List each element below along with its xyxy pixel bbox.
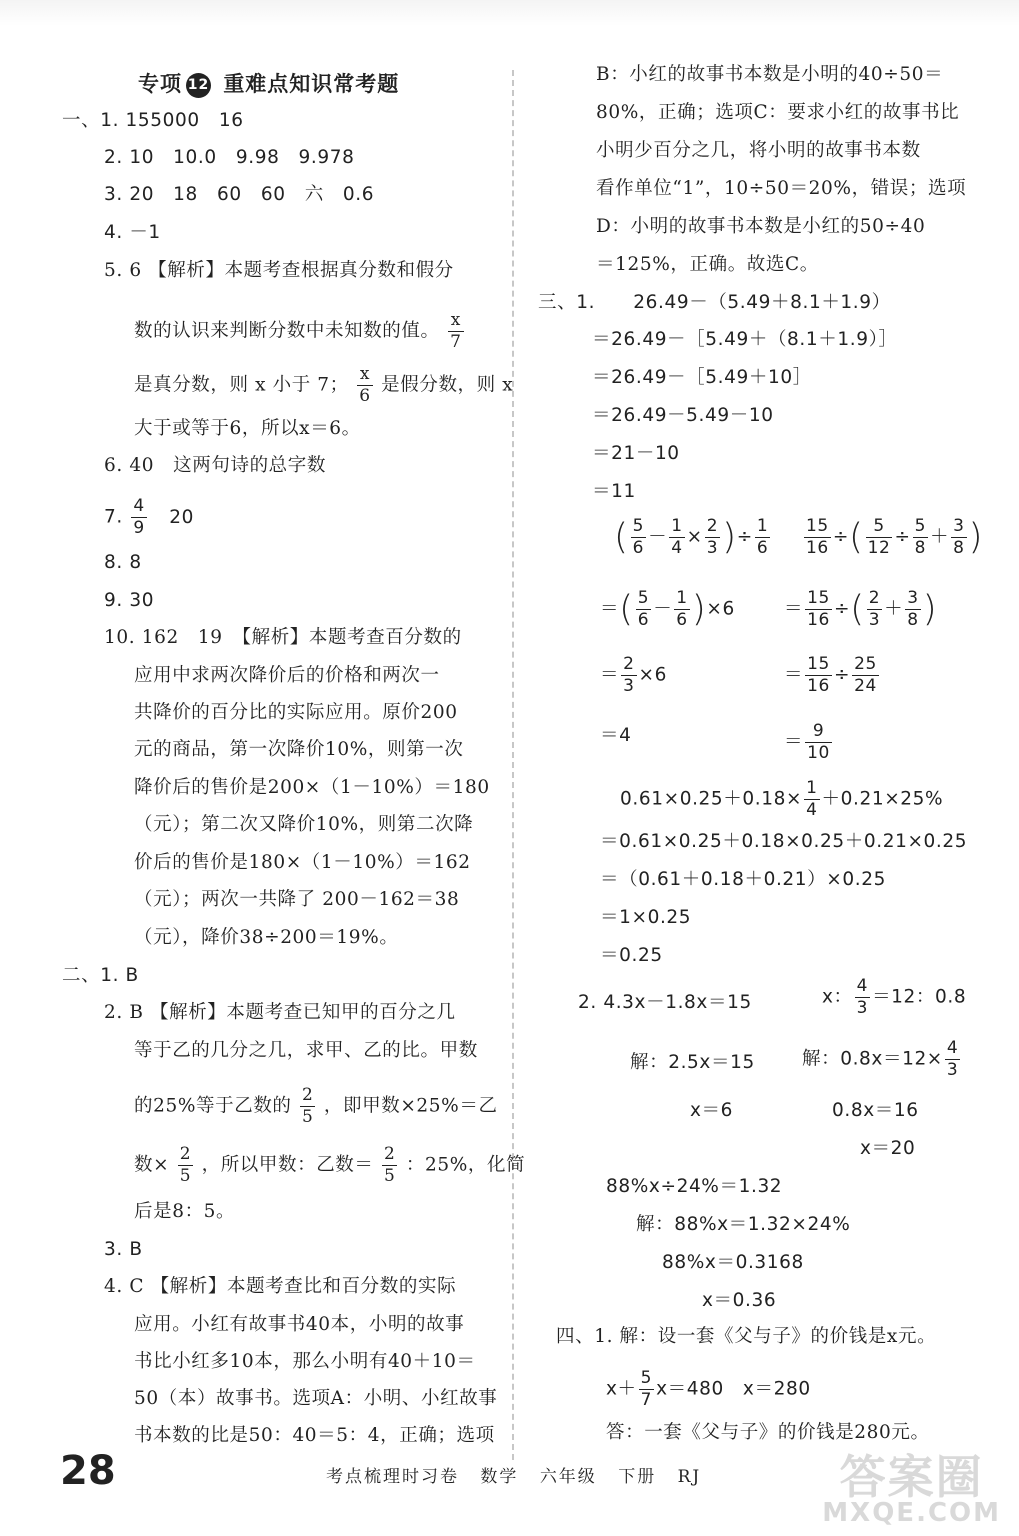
denominator: 5: [383, 1166, 396, 1186]
op: ÷: [736, 526, 753, 548]
op: ＝: [600, 598, 620, 620]
denominator: 4: [806, 800, 818, 820]
value: 20: [169, 506, 194, 528]
op: －: [653, 598, 673, 620]
answer-2-4-line7: 80%，正确；选项C：要求小红的故事书比: [596, 102, 960, 123]
answer-1-10-line8: （元）；两次一共降了 200－162＝38: [134, 889, 460, 910]
numerator: 5: [632, 516, 645, 536]
fraction-x-6: [357, 366, 372, 405]
answer-4-1-line2: [606, 1370, 811, 1409]
calc-b-line4: ＝4: [600, 725, 632, 746]
answer-1-5-line3: [134, 366, 513, 405]
equation-2-a-line1: 2. 4.3x－1.8x＝15: [578, 992, 752, 1013]
numerator: 2: [623, 654, 635, 674]
op: ＝: [600, 664, 620, 686]
fraction-9-10: [805, 723, 832, 762]
op: ＋: [929, 526, 950, 548]
op: ＝: [784, 664, 804, 686]
numerator: 15: [806, 516, 829, 536]
fraction-5-6: [631, 518, 646, 557]
numerator: 1: [806, 778, 818, 798]
footer-book: 考点梳理时习卷: [326, 1467, 459, 1487]
fraction-4-3: [855, 978, 870, 1017]
answer-4-1-line3: 答：一套《父与子》的价钱是280元。: [606, 1422, 930, 1443]
answer-1-5-line2: [134, 312, 466, 351]
equation-2-b-line3: 0.8x＝16: [832, 1100, 919, 1121]
title-text: 重难点知识常考题: [223, 72, 400, 96]
text: 数的认识来判断分数中未知数的值。: [134, 320, 440, 342]
calc-d-line5: ＝0.25: [600, 945, 663, 966]
op: －: [648, 526, 668, 548]
numerator: 3: [907, 588, 919, 608]
calc-c-line4: [784, 723, 834, 762]
denominator: 3: [706, 538, 719, 558]
answer-1-10-line9: （元），降价38÷200＝19%。: [134, 927, 399, 948]
fraction-2-3: [867, 590, 882, 629]
denominator: 3: [856, 998, 869, 1018]
denominator: 10: [807, 743, 830, 763]
page-number: 28: [60, 1448, 116, 1494]
watermark-logo: [822, 1450, 1001, 1528]
fraction-15-16: [804, 518, 831, 557]
numerator: 9: [805, 723, 832, 743]
calc-c-line3: [784, 656, 881, 695]
fraction-15-16: [805, 590, 832, 629]
text-a: x：: [822, 986, 853, 1008]
op: ×6: [638, 664, 668, 686]
op: ＝: [784, 731, 804, 753]
op: ÷: [894, 526, 911, 548]
calc-d-line4: ＝1×0.25: [600, 907, 692, 928]
numerator: 1: [671, 516, 683, 536]
denominator: 9: [133, 518, 145, 538]
fraction-2-5: [300, 1087, 315, 1126]
close-paren: ): [691, 588, 707, 630]
fraction-25-24: [852, 656, 879, 695]
denominator: 16: [807, 676, 830, 696]
calc-c-line2: [784, 590, 937, 629]
answer-1-1: 一、1. 155000 16: [62, 110, 244, 131]
answer-2-4-line1: 4. C 【解析】本题考查比和百分数的实际: [104, 1276, 457, 1297]
answer-1-8: 8. 8: [104, 552, 142, 573]
answer-1-2: 2. 10 10.0 9.98 9.978: [104, 147, 355, 168]
close-paren: ): [922, 588, 938, 630]
open-paren: (: [614, 516, 629, 558]
numerator: 4: [856, 976, 869, 996]
answer-1-4: 4. －1: [104, 222, 161, 243]
op: ×6: [706, 598, 735, 620]
denominator: 6: [632, 538, 645, 558]
answer-2-3: 3. B: [104, 1239, 143, 1260]
numerator: 5: [914, 516, 926, 536]
equation-2-c-line4: x＝0.36: [702, 1290, 777, 1311]
denominator: 5: [179, 1166, 192, 1186]
fraction-5-6: [636, 590, 651, 629]
denominator: 3: [868, 610, 881, 630]
op: ＝: [784, 598, 804, 620]
text-b: ＝12：0.8: [872, 986, 967, 1008]
calc-c-line1: [802, 518, 983, 557]
numerator: 1: [756, 516, 769, 536]
open-paren: (: [619, 588, 634, 630]
denominator: 6: [676, 610, 688, 630]
label: 7.: [104, 506, 123, 528]
close-paren: ): [722, 516, 737, 558]
numerator: 2: [868, 588, 881, 608]
answer-2-2-line5: 后是8：5。: [134, 1201, 236, 1222]
fraction-2-3: [705, 518, 720, 557]
equation-2-c-line3: 88%x＝0.3168: [662, 1252, 804, 1273]
text-a: 的25%等于乙数的: [134, 1095, 292, 1117]
text-a: 数×: [134, 1154, 170, 1176]
op: ×: [686, 526, 703, 548]
fraction-15-16: [805, 656, 832, 695]
equation-2-a-line3: x＝6: [690, 1100, 734, 1121]
answer-1-5-line4: 大于或等于6，所以x＝6。: [134, 418, 361, 439]
denominator: 8: [914, 538, 926, 558]
op: ÷: [833, 598, 851, 620]
answer-2-2-line3: [134, 1087, 498, 1126]
answer-2-4-line2: 应用。小红有故事书40本，小明的故事: [134, 1314, 465, 1335]
right-column: [514, 0, 1019, 1536]
calc-d-line3: ＝（0.61＋0.18＋0.21）×0.25: [600, 869, 886, 890]
text: 解：0.8x＝12×: [802, 1048, 943, 1070]
text-a: 是真分数，则 x 小于 7；: [134, 374, 349, 396]
denominator: 8: [907, 610, 919, 630]
calc-3-1-line2: ＝26.49－［5.49＋（8.1＋1.9）］: [592, 329, 898, 350]
calc-3-1-line6: ＝11: [592, 481, 636, 502]
fraction-1-6: [674, 590, 689, 629]
op: ÷: [832, 526, 849, 548]
fraction-3-8: [951, 518, 966, 557]
open-paren: (: [850, 588, 865, 630]
numerator: 1: [676, 588, 688, 608]
numerator: 5: [866, 518, 893, 538]
numerator: 2: [302, 1085, 314, 1105]
numerator: x: [357, 366, 372, 386]
denominator: 16: [806, 538, 829, 558]
fraction-5-8: [913, 518, 928, 557]
fraction-5-12: [866, 518, 893, 557]
denominator: 8: [953, 538, 965, 558]
equation-2-b-line4: x＝20: [860, 1138, 916, 1159]
denominator: 6: [359, 386, 371, 406]
text-a: 0.61×0.25＋0.18×: [620, 788, 803, 810]
calc-b-line2: [600, 590, 735, 629]
text-b: ＋0.21×25%: [821, 788, 944, 810]
answer-1-3: 3. 20 18 60 60 六 0.6: [104, 184, 375, 205]
answer-2-4-line4: 50（本）故事书。选项A：小明、小红故事: [134, 1388, 498, 1409]
answer-2-4-line6: B：小红的故事书本数是小明的40÷50＝: [596, 64, 944, 85]
answer-2-1: 二、1. B: [62, 965, 139, 986]
text-c: ：25%，化简: [405, 1154, 526, 1176]
answer-1-10-line4: 元的商品，第一次降价10%，则第一次: [134, 739, 464, 760]
answer-2-2-line4: [134, 1146, 525, 1185]
denominator: 3: [946, 1060, 959, 1080]
numerator: 3: [953, 516, 965, 536]
answer-1-10-line2: 应用中求两次降价后的价格和两次一: [134, 665, 440, 686]
numerator: 15: [807, 588, 830, 608]
fraction-1-4: [804, 780, 819, 819]
denominator: 7: [640, 1390, 653, 1410]
open-paren: (: [848, 516, 864, 558]
calc-3-1-line5: ＝21－10: [592, 443, 680, 464]
calc-3-1-line1: 三、1. 26.49－（5.49＋8.1＋1.9）: [538, 292, 891, 313]
numerator: 2: [179, 1144, 192, 1164]
answer-1-10-line6: （元）；第二次又降价10%，则第二次降: [134, 814, 474, 835]
denominator: 6: [637, 610, 650, 630]
denominator: 6: [756, 538, 769, 558]
answer-2-4-line10: D：小明的故事书本数是小红的50÷40: [596, 216, 926, 237]
answer-1-5-line1: 5. 6 【解析】本题考查根据真分数和假分: [104, 260, 454, 281]
text-b: x＝480 x＝280: [656, 1378, 811, 1400]
close-paren: ): [968, 516, 984, 558]
calc-b-line1: [614, 518, 772, 557]
answer-1-10-line3: 共降价的百分比的实际应用。原价200: [134, 702, 458, 723]
fraction-3-8: [905, 590, 920, 629]
op: ÷: [833, 664, 851, 686]
fraction-2-3: [621, 656, 636, 695]
denominator: 4: [671, 538, 683, 558]
text-b: ，所以甲数：乙数＝: [201, 1154, 374, 1176]
numerator: 2: [706, 516, 719, 536]
footer-grade: 六年级: [539, 1467, 597, 1487]
calc-d-line2: ＝0.61×0.25＋0.18×0.25＋0.21×0.25: [600, 831, 968, 852]
numerator: 4: [946, 1038, 959, 1058]
answer-2-2-line2: 等于乙的几分之几，求甲、乙的比。甲数: [134, 1040, 478, 1061]
fraction-4-3: [945, 1040, 960, 1079]
answer-1-10-line1: 10. 162 19 【解析】本题考查百分数的: [104, 627, 462, 648]
calc-d-line1: [620, 780, 943, 819]
equation-2-b-line2: [802, 1040, 962, 1079]
calc-3-1-line3: ＝26.49－［5.49＋10］: [592, 367, 812, 388]
text-b: 是假分数，则 x: [381, 374, 514, 396]
answer-2-2-line1: 2. B 【解析】本题考查已知甲的百分之几: [104, 1002, 456, 1023]
answer-1-10-line5: 降价后的售价是200×（1－10%）＝180: [134, 777, 490, 798]
op: ＋: [884, 598, 904, 620]
equation-2-a-line2: 解：2.5x＝15: [630, 1052, 755, 1073]
answer-1-10-line7: 价后的售价是180×（1－10%）＝162: [134, 852, 471, 873]
answer-2-4-line11: ＝125%，正确。故选C。: [596, 254, 819, 275]
numerator: 5: [637, 588, 650, 608]
numerator: 5: [640, 1368, 653, 1388]
denominator: 16: [807, 610, 830, 630]
fraction-1-6: [755, 518, 770, 557]
answer-4-1-line1: 四、1. 解：设一套《父与子》的价钱是x元。: [556, 1326, 937, 1347]
denominator: 7: [450, 332, 462, 352]
text-b: ，即甲数×25%＝乙: [323, 1095, 498, 1117]
denominator: 12: [867, 538, 891, 558]
numerator: x: [448, 312, 463, 332]
answer-1-6: 6. 40 这两句诗的总字数: [104, 455, 326, 476]
footer: [326, 1462, 715, 1487]
denominator: 24: [854, 676, 877, 696]
answer-2-4-line8: 小明少百分之几，将小明的故事书本数: [596, 140, 921, 161]
answer-2-4-line3: 书比小红多10本，那么小明有40＋10＝: [134, 1351, 476, 1372]
fraction-5-7: [639, 1370, 654, 1409]
section-number-badge: 12: [186, 73, 211, 98]
footer-subject: 数学: [480, 1467, 519, 1487]
calc-b-line3: [600, 656, 667, 695]
watermark-top: 答案圈: [839, 1450, 984, 1504]
answer-2-4-line9: 看作单位“1”，10÷50＝20%，错误；选项: [596, 178, 967, 199]
answer-2-4-line5: 书本数的比是50：40＝5：4，正确；选项: [134, 1425, 495, 1446]
fraction-2-5: [178, 1146, 193, 1185]
watermark-bottom: MXQE.COM: [822, 1498, 1001, 1528]
calc-3-1-line4: ＝26.49－5.49－10: [592, 405, 774, 426]
fraction-2-5: [382, 1146, 397, 1185]
fraction-1-4: [669, 518, 684, 557]
fraction-4-9: [131, 498, 146, 537]
footer-edition: RJ: [677, 1467, 702, 1487]
answer-1-7: [104, 498, 194, 537]
denominator: 5: [302, 1107, 314, 1127]
equation-2-c-line2: 解：88%x＝1.32×24%: [636, 1214, 851, 1235]
equation-2-c-line1: 88%x÷24%＝1.32: [606, 1176, 783, 1197]
answer-1-9: 9. 30: [104, 590, 155, 611]
equation-2-b-line1: [822, 978, 966, 1017]
numerator: 2: [383, 1144, 396, 1164]
denominator: 3: [623, 676, 635, 696]
numerator: 15: [807, 654, 830, 674]
numerator: 4: [133, 496, 145, 516]
fraction-x-7: [448, 312, 463, 351]
title-prefix: 专项: [138, 72, 182, 96]
numerator: 25: [854, 654, 877, 674]
footer-volume: 下册: [618, 1467, 657, 1487]
text-a: x＋: [606, 1378, 637, 1400]
